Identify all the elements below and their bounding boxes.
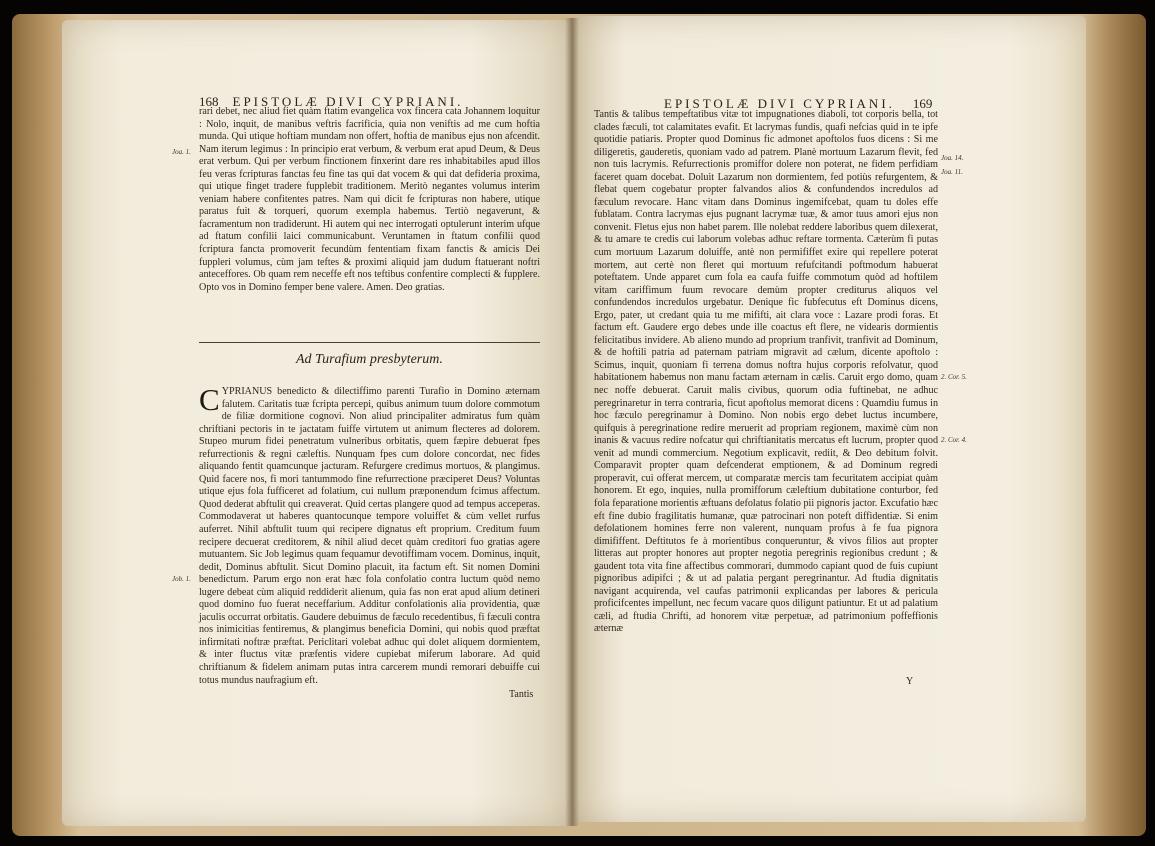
left-paragraph-2 bbox=[199, 382, 540, 687]
right-head-title: EPISTOLÆ DIVI CYPRIANI. bbox=[664, 96, 895, 111]
book-gutter bbox=[565, 18, 579, 826]
signature-mark: Y bbox=[906, 676, 914, 687]
right-paragraph-1-text: Tantis & talibus tempeftatibus vitæ tot impugnationes diaboli, tot corporis bella, tot clades fæculi, tot calamitates evafit. Et lacrymas fundis, quafi nefcias quid in te ipfe quotidie patiaris. Propter quod Dominus fic admonet apoftolos fuos dicens : Si me diligeretis, gauderetis, quoniam vado ad patrem. Planè mortuum Lazarum flevit, fed non tuis lacrymis. Refurrectionis promiffor dolere non poterat, ne fidem perfidiam faceret quam docebat. Doluit Lazarum non dormientem, fed potiùs refurgentem, & flebat quem cogebatur propter falvandos alios & confundendos incredulos ad fæculum revocare. Hanc vitam dans Dominus ingemifcebat, quam tu doles effe fublatam. Contra lacrymas ejus pugnant lacrymæ tuæ, & amor tuus amori ejus non convenit. Fletus ejus non habet parem. Ille nolebat reddere laboribus quem dilexerat, & tu amare te credis cui laborum volebas adhuc reftare tormenta. Cæterùm fi putas cum mortuum Lazarum doluiffe, antè non permififfet exire qui repellere poterat mortem, aut certè non fleret qui mortuum refufcitandi poftmodum habuerat poteftatem. Unde apparet cum fola ea caufa fuiffe commotum quòd ad hoftilem vitam cariffimum fuum revocare demùm propter crediturus aliquos vel confundendos incredulos urgebatur. Denique fic fubfecutus eft Dominus dicens, Ergo, pater, ut credant quia tu me mififti, ait clara voce : Lazare prodi foras. Et factum eft. Gaudere ergo debes unde ille coactus eft flere, ne videaris dormientis felicitatibus invidere. Ab alieno mundo ad proprium tranfivit, tranfivit ad Dominum, & de hoftili patria ad paternam patriam migravit ad cælum, dicente apoftolo : Scimus, inquit, quoniam fi terrena domus noftra hujus corporis refolvatur, quod habitationem habemus non manu factam æternam in cælis. Caruit ergo domo, quam nec noffe debuerat. Caruit malis civibus, quorum odia fuftinebat, ne adhuc peregrinaretur in terra contraria, ficut apoftolus memorat dicens : Quamdiu fumus in hoc fæculo peregrinamur à Domino. Non nobis ergo debet luctus incumbere, quifquis à peregrinatione redire meruerit ad propriam regionem, maximè cùm non inanis & vacuus redire nofcatur qui chriftianitatis mercatus eft lucrum, propter quod venit ad mundi commercium. Negotium explicavit, rediit, & Deo debitum folvit. Comparavit propter quam defcenderat emptionem, & ad Dominum regredi properavit, cui offerat mercem, ut comparatæ mercis tam fecuritatem accipiat quàm honorem. Et ego, inquies, nulla promifforum cæleftium dubitatione conturbor, fed fola feparatione morientis æftuans defolatus folatio pii pignoris jactor. Excufatio hæc eft fine dubio fragilitatis humanæ, quæ patrocinari non poteft diffidentiæ. Si enim defolationem homines ferre non valerent, nunquam profus à fe fua pignora dimififfent. Deftitutos fe à morientibus conqueruntur, & vivos filios aut propter litteras aut propter honores aut propter negotia peregrinis regionibus credunt ; & gaudent tota vita fine affectibus commorari, dummodo capiant quod de fuis cupiunt pignoribus adipifci ; & ut ad palatia pergant peregrinantur. Ad ftudia dignitatis navigant acquirenda, vel caufas patrimonii explicandas per labores & pericula proficifcentes impellunt, nec fecum vacare quos diligunt patiuntur. Et ut ad palatium cæli, ad ftudia Chrifti, ad honorem vitæ perpetuæ, ad patrimonium poffeffionis æternæ bbox=[594, 109, 938, 635]
section-title: Ad Turafium presbyterum. bbox=[296, 352, 443, 367]
left-sidenote-2: Job. 1. bbox=[172, 575, 191, 583]
drop-cap: C bbox=[199, 382, 220, 417]
left-head-title: EPISTOLÆ DIVI CYPRIANI. bbox=[232, 94, 464, 109]
right-page-number: 169 bbox=[912, 96, 933, 111]
right-paragraph-1 bbox=[594, 109, 938, 636]
catchword: Tantis bbox=[509, 689, 534, 700]
right-sidenote-2: Joa. 11. bbox=[941, 168, 963, 176]
left-paragraph-2-text: YPRIANUS benedicto & dilectiffimo parenti Turafio in Domino æternam falutem. Caritatis tuæ fcripta percepi, quibus animum tuum dolore commotum de filiæ dormitione cognovi. Non aliud principaliter admiratus fum quàm chriftiani pectoris in te jactatam fuiffe virtutem ut animum flecteres ad dolorem. Stupeo murum fidei penetratum vulneribus orbitatis, quem fæpire debuerat fpes refurrectionis & regni cæleftis. Nunquam fpes cum dolore concordat, nec fides aliquando fentit quamcunque jacturam. Refurgere credimus mortuos, & plangimus. Quid facere nos, fi mori tantummodo fine refurrectione præciperet Deus? Voluntas utique ejus fola fufficeret ad folatium, cui nullum præponendum fcimus affectum. Quod dederat abftulit qui creaverat. Quid certas plangere quod ad tempus acceperas. Commodaverat ut haberes quantocunque tempore voluiffet & cùm vellet rurfus auferret. Nihil abftulit tuum qui recipere dignatus eft proprium. Creditum fuum recipere decuerat creditorem, & nihil aliud decet quàm creditori fuo gratias agere mutuantem. Sic Job legimus quam fequamur devotiffimam vocem. Dominus, inquit, dedit, Dominus abftulit. Sicut Domino placuit, ita factum eft. Sit nomen Domini benedictum. Parum ergo non erat hæc fola confolatio contra luctum quòd nemo lugere debeat cùm aliquid reddiderit alienum, quia fas non erat apud alium detineri quod domino fuo fuerat neceffarium. Additur confolationis alia providentia, quæ jaculis occurrat orbitatis. Gaudere debuimus de fæculo recedentibus, fi fæculi contra nos inimicitias fentiremus, & plangimus beneficia Domini, qui nobis quod præftat infirmitati noftræ præftat. Periclitari volebat adhuc qui dolet aliquem dormientem, & inter fluctus vitæ præfentis videre cupiebat miferum laborare. Ad quid chriftianum & fidelem animam putas intra carcerem mundi remorari debuiffe cui totus mundus naufragium eft. bbox=[199, 386, 540, 686]
left-paragraph-1 bbox=[199, 106, 540, 294]
left-sidenote-1: Joa. 1. bbox=[172, 148, 191, 156]
section-divider bbox=[199, 342, 540, 343]
right-sidenote-3: 2. Cor. 5. bbox=[941, 373, 967, 381]
left-paragraph-1-text: rari debet, nec aliud fiet quàm ftatim evangelica vox fincera cata Johannem loquitur : Nolo, inquit, de manibus veftris facrificia, quia non veniftis ad me cum hoftia munda. Qui utique hoftiam mundam non offert, hoftia de manibus ejus non afcendit. Nam iterum legimus : In principio erat verbum, & verbum erat apud Deum, & Deus erat verbum. Qui per verbum finctionem finxerint dare res inhabitabiles apud illos feu veras fcripturas fanctas feu fine tas qui dat vocem & qui dat defideria proxima, qui utique finget tradere fupplebit traditionem. Meritò negantes volumus interim veniam habere confitentes patres. Nam qui dicit fe fcripturas non habere, utique paratus fuit & torqueri, quorum exempla habemus. Tertiò negaverunt, & facramentum non tradiderunt. Hi autem qui nec interrogati optulerunt interim ufque ad ftatum confilii laici communicabunt. Veruntamen in ftatum confilii quod fcriptura fancta promoverit fecundùm fententiam fixam fanctis & amicis Dei fuppleri volumus, cùm jam teftes & proximi aliquid jam dudum ftatuerant noftri anteceffores. Ob quam rem neceffe eft nos teftibus confentire complecti & fupplere. Opto vos in Domino femper bene valere. Amen. Deo gratias. bbox=[199, 106, 540, 293]
right-sidenote-1: Joa. 14. bbox=[941, 154, 964, 162]
right-sidenote-4: 2. Cor. 4. bbox=[941, 436, 967, 444]
left-page-number: 168 bbox=[199, 94, 219, 109]
